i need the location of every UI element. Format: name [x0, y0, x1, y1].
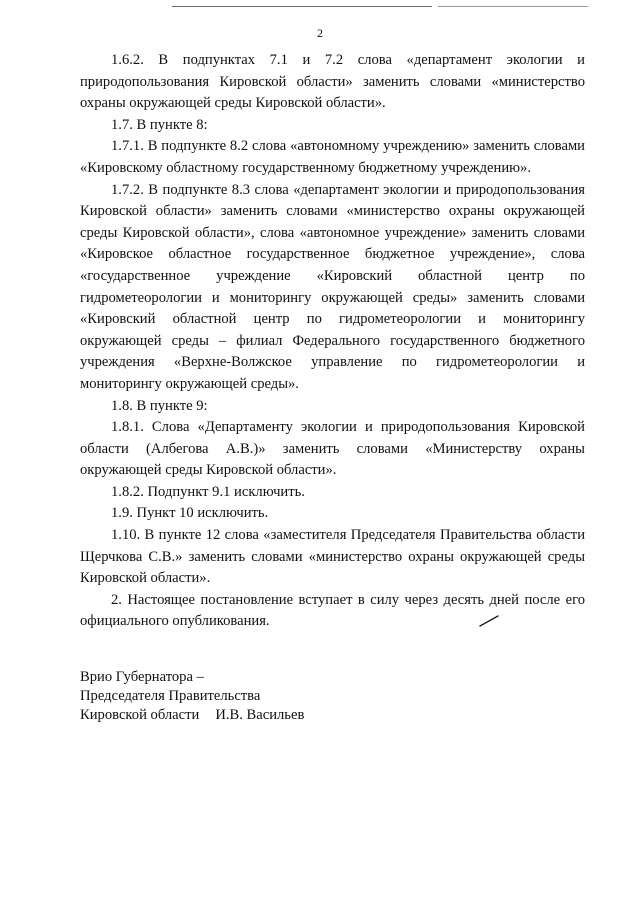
paragraph-1-7-1: 1.7.1. В подпункте 8.2 слова «автономному учреждению» заменить словами «Кировскому областному государственному бюджетному учреждению». — [80, 138, 585, 176]
paragraph-1-8-2: 1.8.2. Подпункт 9.1 исключить. — [111, 483, 305, 500]
document-body — [80, 50, 585, 633]
paragraph-1-9: 1.9. Пункт 10 исключить. — [111, 505, 269, 522]
scan-edge-line — [438, 6, 588, 7]
paragraph-1-8-1: 1.8.1. Слова «Департаменту экологии и природопользования Кировской области (Албегова А.В.)» заменить словами «Министерству охраны окружающей среды Кировской области». — [80, 419, 585, 479]
page-number: 2 — [317, 26, 323, 40]
paragraph-1-7: 1.7. В пункте 8: — [111, 116, 208, 133]
pen-tick-mark — [478, 614, 500, 628]
paragraph-1-6-2: 1.6.2. В подпунктах 7.1 и 7.2 слова «департамент экологии и природопользования Кировской области» заменить словами «министерство охраны окружающей среды Кировской области». — [80, 52, 585, 112]
signature-org-line — [80, 706, 304, 725]
signature-title-line1: Врио Губернатора – — [80, 669, 204, 685]
paragraph-1-8: 1.8. В пункте 9: — [111, 397, 208, 414]
paragraph-2: 2. Настоящее постановление вступает в силу через десять дней после его официального опубликования. — [80, 591, 585, 630]
signature-name: И.В. Васильев — [215, 707, 305, 723]
signature-block — [80, 668, 304, 725]
paragraph-1-7-2: 1.7.2. В подпункте 8.3 слова «департамент экологии и природопользования Кировской области» заменить словами «министерство охраны окружающей среды Кировской области», слова «автономное учреждение» заменить словами «Кировское областное государственное бюджетное учреждение», слова «государственное учреждение «Кировский областной центр по гидрометеорологии и мониторингу окружающей среды» заменить словами «Кировский областной центр по гидрометеорологии и мониторингу окружающей среды – филиал Федерального государственного бюджетного учреждения «Верхне-Волжское управление по гидрометеорологии и мониторингу окружающей среды». — [80, 181, 585, 392]
signature-org: Кировской области — [80, 707, 200, 723]
scan-edge-line — [172, 6, 432, 7]
paragraph-1-10: 1.10. В пункте 12 слова «заместителя Председателя Правительства области Щерчкова С.В.» заменить словами «министерство охраны окружающей среды Кировской области». — [80, 527, 585, 587]
signature-title-line2: Председателя Правительства — [80, 688, 261, 704]
